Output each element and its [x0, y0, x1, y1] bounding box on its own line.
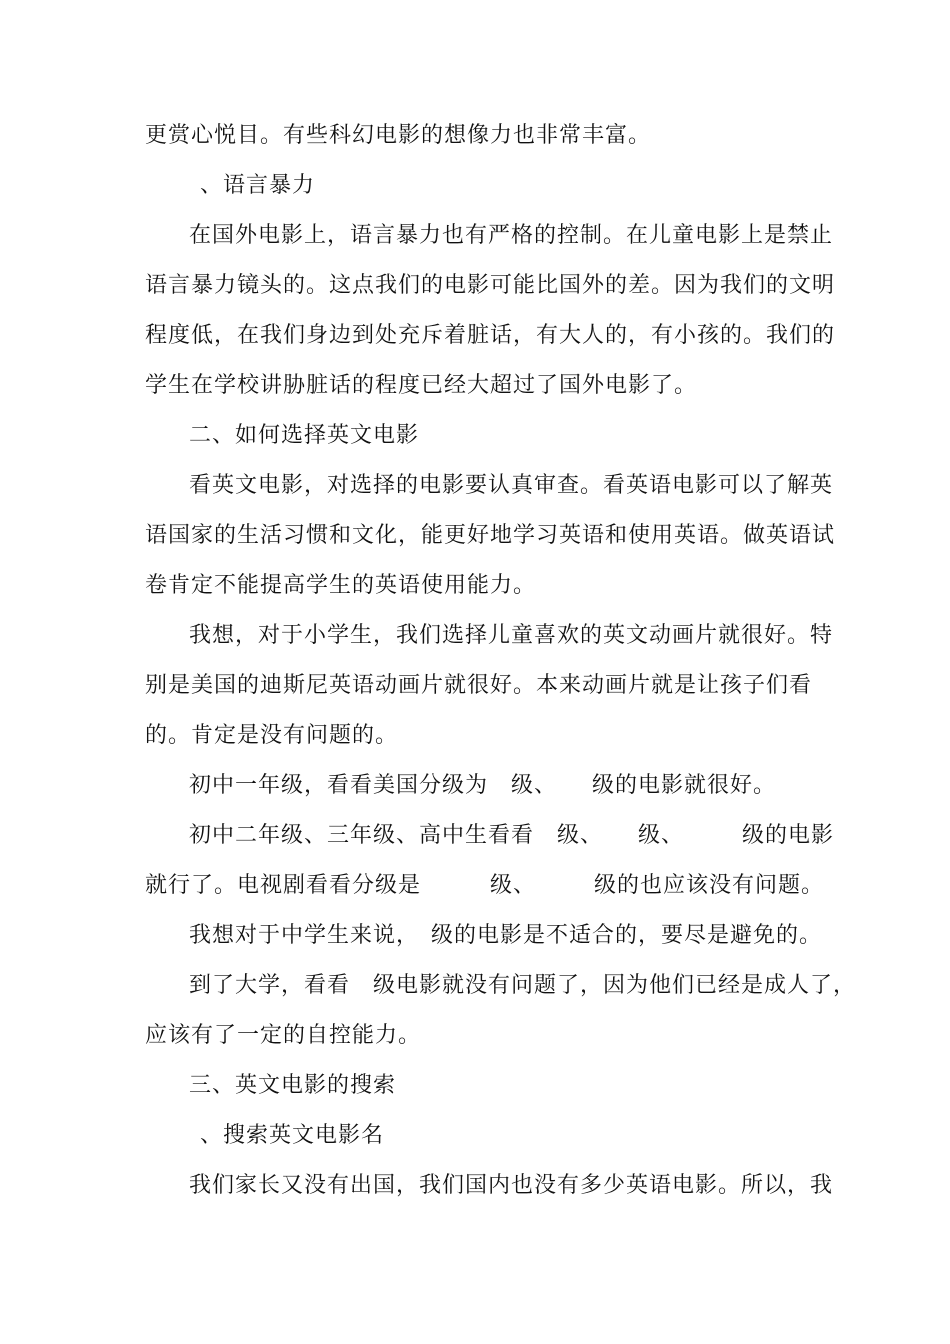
paragraph-line: 卷肯定不能提高学生的英语使用能力。 — [145, 573, 537, 598]
section-heading: 二、如何选择英文电影 — [189, 423, 420, 448]
paragraph-line: 初中二年级、三年级、高中生看看 级、 级、 级的电影 — [189, 823, 835, 848]
paragraph-line: 我想，对于小学生，我们选择儿童喜欢的英文动画片就很好。特 — [189, 623, 834, 648]
paragraph-line: 初中一年级，看看美国分级为 级、 级的电影就很好。 — [189, 773, 777, 798]
paragraph-line: 我们家长又没有出国，我们国内也没有多少英语电影。所以，我 — [189, 1173, 834, 1198]
paragraph-line: 更赏心悦目。有些科幻电影的想像力也非常丰富。 — [145, 123, 652, 148]
paragraph-line: 程度低，在我们身边到处充斥着脏话，有大人的，有小孩的。我们的 — [145, 323, 836, 348]
paragraph-line: 语言暴力镜头的。这点我们的电影可能比国外的差。因为我们的文明 — [145, 273, 836, 298]
paragraph-line: 看英文电影，对选择的电影要认真审查。看英语电影可以了解英 — [189, 473, 834, 498]
paragraph-line: 应该有了一定的自控能力。 — [145, 1023, 422, 1048]
paragraph-line: 在国外电影上，语言暴力也有严格的控制。在儿童电影上是禁止 — [189, 223, 834, 248]
section-subheading: 、搜索英文电影名 — [200, 1123, 385, 1148]
section-subheading: 、语言暴力 — [200, 173, 316, 198]
paragraph-line: 我想对于中学生来说， 级的电影是不适合的，要尽是避免的。 — [189, 923, 823, 948]
paragraph-line: 学生在学校讲胁脏话的程度已经大超过了国外电影了。 — [145, 373, 698, 398]
paragraph-line: 就行了。电视剧看看分级是 级、 级的也应该没有问题。 — [145, 873, 825, 898]
paragraph-line: 别是美国的迪斯尼英语动画片就很好。本来动画片就是让孩子们看 — [145, 673, 813, 698]
paragraph-line: 的。肯定是没有问题的。 — [145, 723, 399, 748]
paragraph-line: 语国家的生活习惯和文化，能更好地学习英语和使用英语。做英语试 — [145, 523, 836, 548]
paragraph-line: 到了大学，看看 级电影就没有问题了，因为他们已经是成人了， — [189, 973, 857, 998]
section-heading: 三、英文电影的搜索 — [189, 1073, 397, 1098]
